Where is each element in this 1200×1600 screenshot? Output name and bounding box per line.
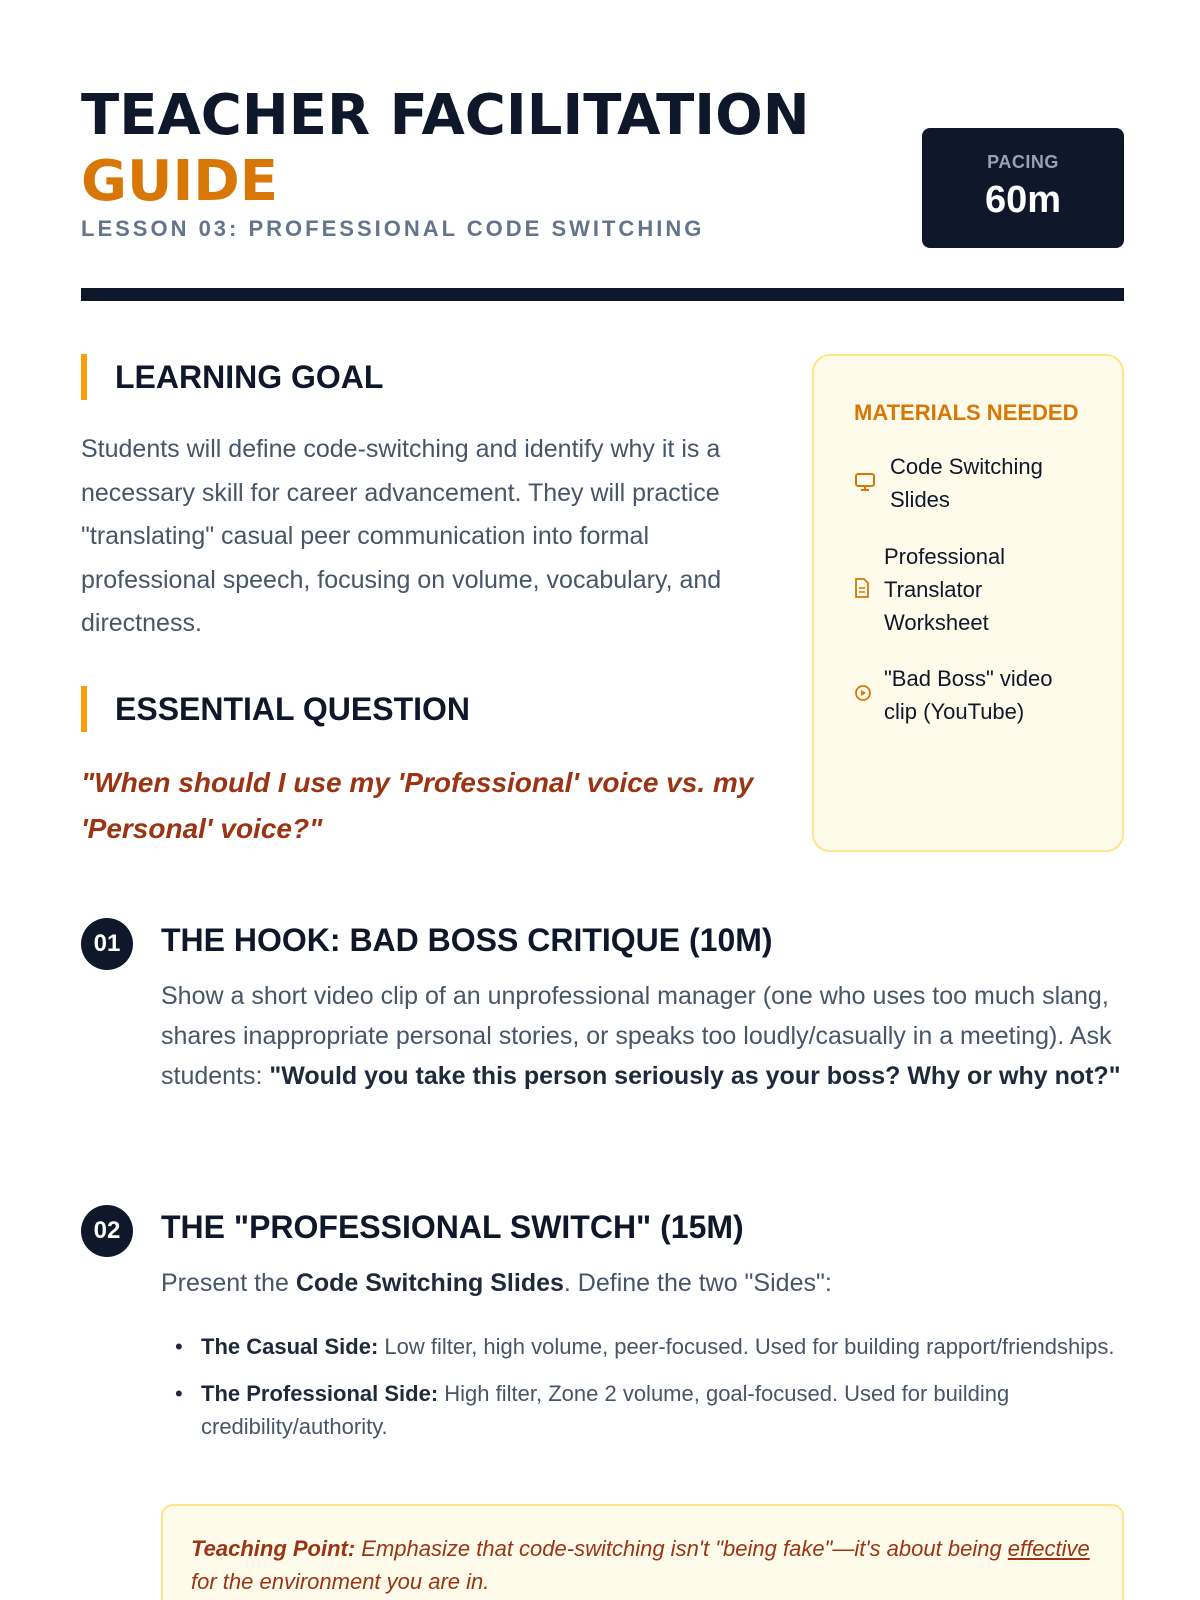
teaching-point-label: Teaching Point:	[191, 1536, 356, 1561]
list-item-text: Low filter, high volume, peer-focused. Used for building rapport/friendships.	[378, 1334, 1115, 1359]
material-label: Code Switching Slides	[890, 454, 1043, 512]
lesson-subtitle: LESSON 03: PROFESSIONAL CODE SWITCHING	[81, 216, 705, 241]
step-body-text: . Define the two "Sides":	[563, 1269, 832, 1297]
pacing-badge	[922, 128, 1124, 248]
document-icon	[854, 578, 876, 600]
material-item-video	[854, 662, 1094, 732]
step-body-text: Show a short video clip of an unprofessional manager (one who uses too much slang, shares inappropriate personal stories, or speaks too loudly/casually in a meeting). Ask students:	[161, 982, 1112, 1090]
pacing-label: PACING	[987, 152, 1059, 172]
step-body	[161, 1263, 1124, 1303]
step-body-emphasis: Code Switching Slides	[295, 1269, 564, 1297]
list-item-term: The Professional Side:	[201, 1381, 439, 1406]
monitor-icon	[854, 471, 876, 493]
material-label: "Bad Boss" video clip (YouTube)	[884, 666, 1053, 724]
header-divider	[81, 288, 1124, 301]
teaching-point-emphasis: effective	[1007, 1536, 1090, 1561]
materials-panel	[812, 354, 1124, 852]
step-number-badge: 02	[81, 1205, 133, 1257]
sides-list	[161, 1330, 1124, 1457]
essential-question-text: "When should I use my 'Professional' voice vs. my 'Personal' voice?"	[81, 767, 754, 844]
page-title-line1: TEACHER FACILITATION	[81, 83, 810, 148]
teaching-point-text: for the environment you are in.	[191, 1569, 490, 1594]
step-body	[161, 976, 1124, 1096]
list-item-text: High filter, Zone 2 volume, goal-focused. Used for building credibility/authority.	[201, 1381, 1010, 1439]
step-title: THE HOOK: BAD BOSS CRITIQUE (10M)	[161, 922, 773, 958]
page-header	[81, 84, 1124, 244]
teaching-point-text: Emphasize that code-switching isn't "being fake"—it's about being	[355, 1536, 1008, 1561]
list-item	[161, 1330, 1124, 1363]
list-item-term: The Casual Side:	[201, 1334, 379, 1359]
page-title-line2: GUIDE	[81, 149, 279, 214]
play-icon	[854, 684, 876, 706]
material-item-slides	[854, 450, 1094, 520]
learning-goal-text: Students will define code-switching and identify why it is a necessary skill for career advancement. They will practice "translating" casual peer communication into formal professional speech, focusing on volume, vocabulary, and directness.	[81, 435, 722, 637]
teaching-point-callout	[161, 1504, 1124, 1600]
pacing-value: 60m	[984, 179, 1062, 221]
learning-goal-heading: LEARNING GOAL	[81, 354, 761, 400]
material-item-worksheet	[854, 540, 1094, 640]
list-item	[161, 1377, 1124, 1443]
step-body-question: "Would you take this person seriously as your boss? Why or why not?"	[269, 1062, 1121, 1090]
step-title: THE "PROFESSIONAL SWITCH" (15M)	[161, 1209, 744, 1245]
step-body-text: Present the	[161, 1269, 296, 1297]
essential-question-heading: ESSENTIAL QUESTION	[81, 686, 761, 732]
step-number-badge: 01	[81, 918, 133, 970]
materials-title: MATERIALS NEEDED	[854, 400, 1079, 425]
material-label: Professional Translator Worksheet	[884, 544, 1006, 635]
